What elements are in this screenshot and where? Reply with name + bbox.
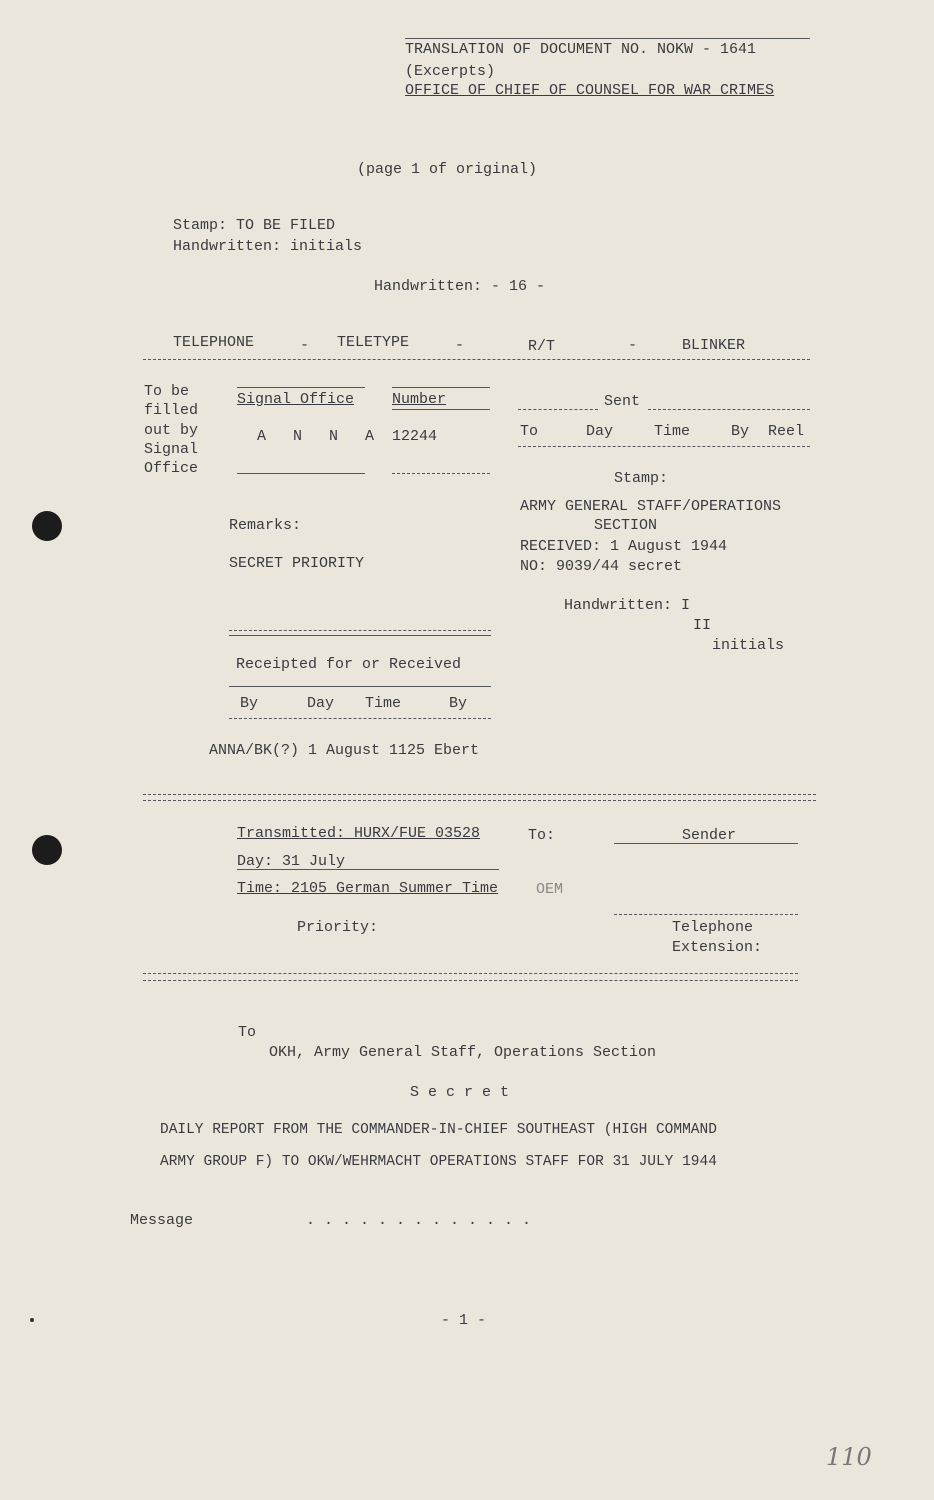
signal-office-header: Signal Office (237, 391, 355, 408)
number-bottom-rule (392, 473, 490, 474)
stamp-received: RECEIVED: 1 August 1944 (520, 538, 728, 555)
receipted-header: Receipted for or Received (236, 656, 462, 673)
remarks-label: Remarks: (229, 517, 302, 534)
side-label-2: filled (144, 402, 199, 419)
stamp-number: NO: 9039/44 secret (520, 558, 683, 575)
punch-hole-top (32, 511, 62, 541)
report-line-2: ARMY GROUP F) TO OKW/WEHRMACHT OPERATIONS STAFF FOR 31 JULY 1944 (160, 1154, 717, 1170)
number-header: Number (392, 391, 447, 408)
stamp-label: Stamp: (614, 470, 669, 487)
receipted-rule-2 (229, 635, 491, 636)
receipted-value: ANNA/BK(?) 1 August 1125 Ebert (209, 742, 480, 759)
stamp-roman-2: II (693, 617, 712, 634)
page-reference: (page 1 of original) (357, 161, 538, 178)
side-label-4: Signal (144, 441, 199, 458)
number-top-rule (392, 387, 490, 388)
sent-col-day: Day (586, 423, 614, 440)
message-label: Message (130, 1212, 194, 1229)
channel-sep-1: - (300, 337, 310, 354)
header-translation: TRANSLATION OF DOCUMENT NO. NOKW - 1641 (405, 41, 757, 58)
stamp-line1: ARMY GENERAL STAFF/OPERATIONS (520, 498, 782, 515)
telephone-rule (614, 914, 798, 915)
transmit-day: Day: 31 July (237, 853, 346, 870)
channel-sep-2: - (455, 337, 465, 354)
receipted-col-day: Day (307, 695, 335, 712)
stamp-initials: initials (712, 637, 785, 654)
speck (30, 1318, 34, 1322)
number-under-rule (392, 409, 490, 410)
number-value: 12244 (392, 428, 438, 445)
handwritten-page-number: 110 (826, 1443, 872, 1471)
channel-rule (143, 359, 810, 360)
transmit-to: To: (528, 827, 556, 844)
sent-header: Sent (604, 393, 641, 410)
sent-bottom-rule (518, 446, 810, 447)
report-line-1: DAILY REPORT FROM THE COMMANDER-IN-CHIEF SOUTHEAST (HIGH COMMAND (160, 1122, 717, 1138)
transmit-telephone: Telephone (672, 919, 754, 936)
separator-2a (143, 973, 798, 974)
receipted-col-by: By (240, 695, 259, 712)
address-secret: Secret (410, 1084, 519, 1101)
handwritten-16: Handwritten: - 16 - (374, 278, 546, 295)
channel-telephone: TELEPHONE (173, 334, 255, 351)
receipted-cols-rule (229, 718, 491, 719)
receipted-header-rule (229, 686, 491, 687)
side-label-3: out by (144, 422, 199, 439)
office-top-rule (237, 387, 365, 388)
signal-office-value: A N N A (257, 428, 384, 445)
receipted-col-time: Time (365, 695, 402, 712)
sent-col-reel: Reel (768, 423, 805, 440)
page-number: - 1 - (441, 1312, 487, 1329)
transmit-extension: Extension: (672, 939, 763, 956)
header-rule (405, 38, 810, 39)
transmit-sender: Sender (682, 827, 737, 844)
day-rule (237, 869, 499, 870)
sent-left-rule (518, 409, 598, 410)
sent-col-to: To (520, 423, 539, 440)
channel-teletype: TELETYPE (337, 334, 410, 351)
stamp-line2: SECTION (594, 517, 658, 534)
header-excerpts: (Excerpts) (405, 63, 496, 80)
channel-rt: R/T (528, 338, 556, 355)
sent-col-time: Time (654, 423, 691, 440)
message-dots: . . . . . . . . . . . . . (306, 1212, 532, 1229)
separator-1b (143, 800, 816, 801)
transmit-oem: OEM (536, 881, 564, 898)
transmit-priority: Priority: (297, 919, 379, 936)
transmit-time: Time: 2105 German Summer Time (237, 880, 499, 897)
address-recipient: OKH, Army General Staff, Operations Section (269, 1044, 657, 1061)
stamp-handwritten: Handwritten: I (564, 597, 691, 614)
side-label-1: To be (144, 383, 190, 400)
sender-rule (614, 843, 798, 844)
channel-sep-3: - (628, 337, 638, 354)
transmitted: Transmitted: HURX/FUE 03528 (237, 825, 481, 842)
office-bottom-rule (237, 473, 365, 474)
separator-1a (143, 794, 816, 795)
sent-col-by: By (731, 423, 750, 440)
side-label-5: Office (144, 460, 199, 477)
handwritten-initials: Handwritten: initials (173, 238, 363, 255)
receipted-rule-1 (229, 630, 491, 631)
sent-right-rule (648, 409, 810, 410)
stamp-to-be-filed: Stamp: TO BE FILED (173, 217, 336, 234)
header-office: OFFICE OF CHIEF OF COUNSEL FOR WAR CRIMES (405, 82, 775, 99)
receipted-col-by-2: By (449, 695, 468, 712)
remarks-value: SECRET PRIORITY (229, 555, 365, 572)
punch-hole-bottom (32, 835, 62, 865)
channel-blinker: BLINKER (682, 337, 746, 354)
separator-2b (143, 980, 798, 981)
address-to: To (238, 1024, 257, 1041)
